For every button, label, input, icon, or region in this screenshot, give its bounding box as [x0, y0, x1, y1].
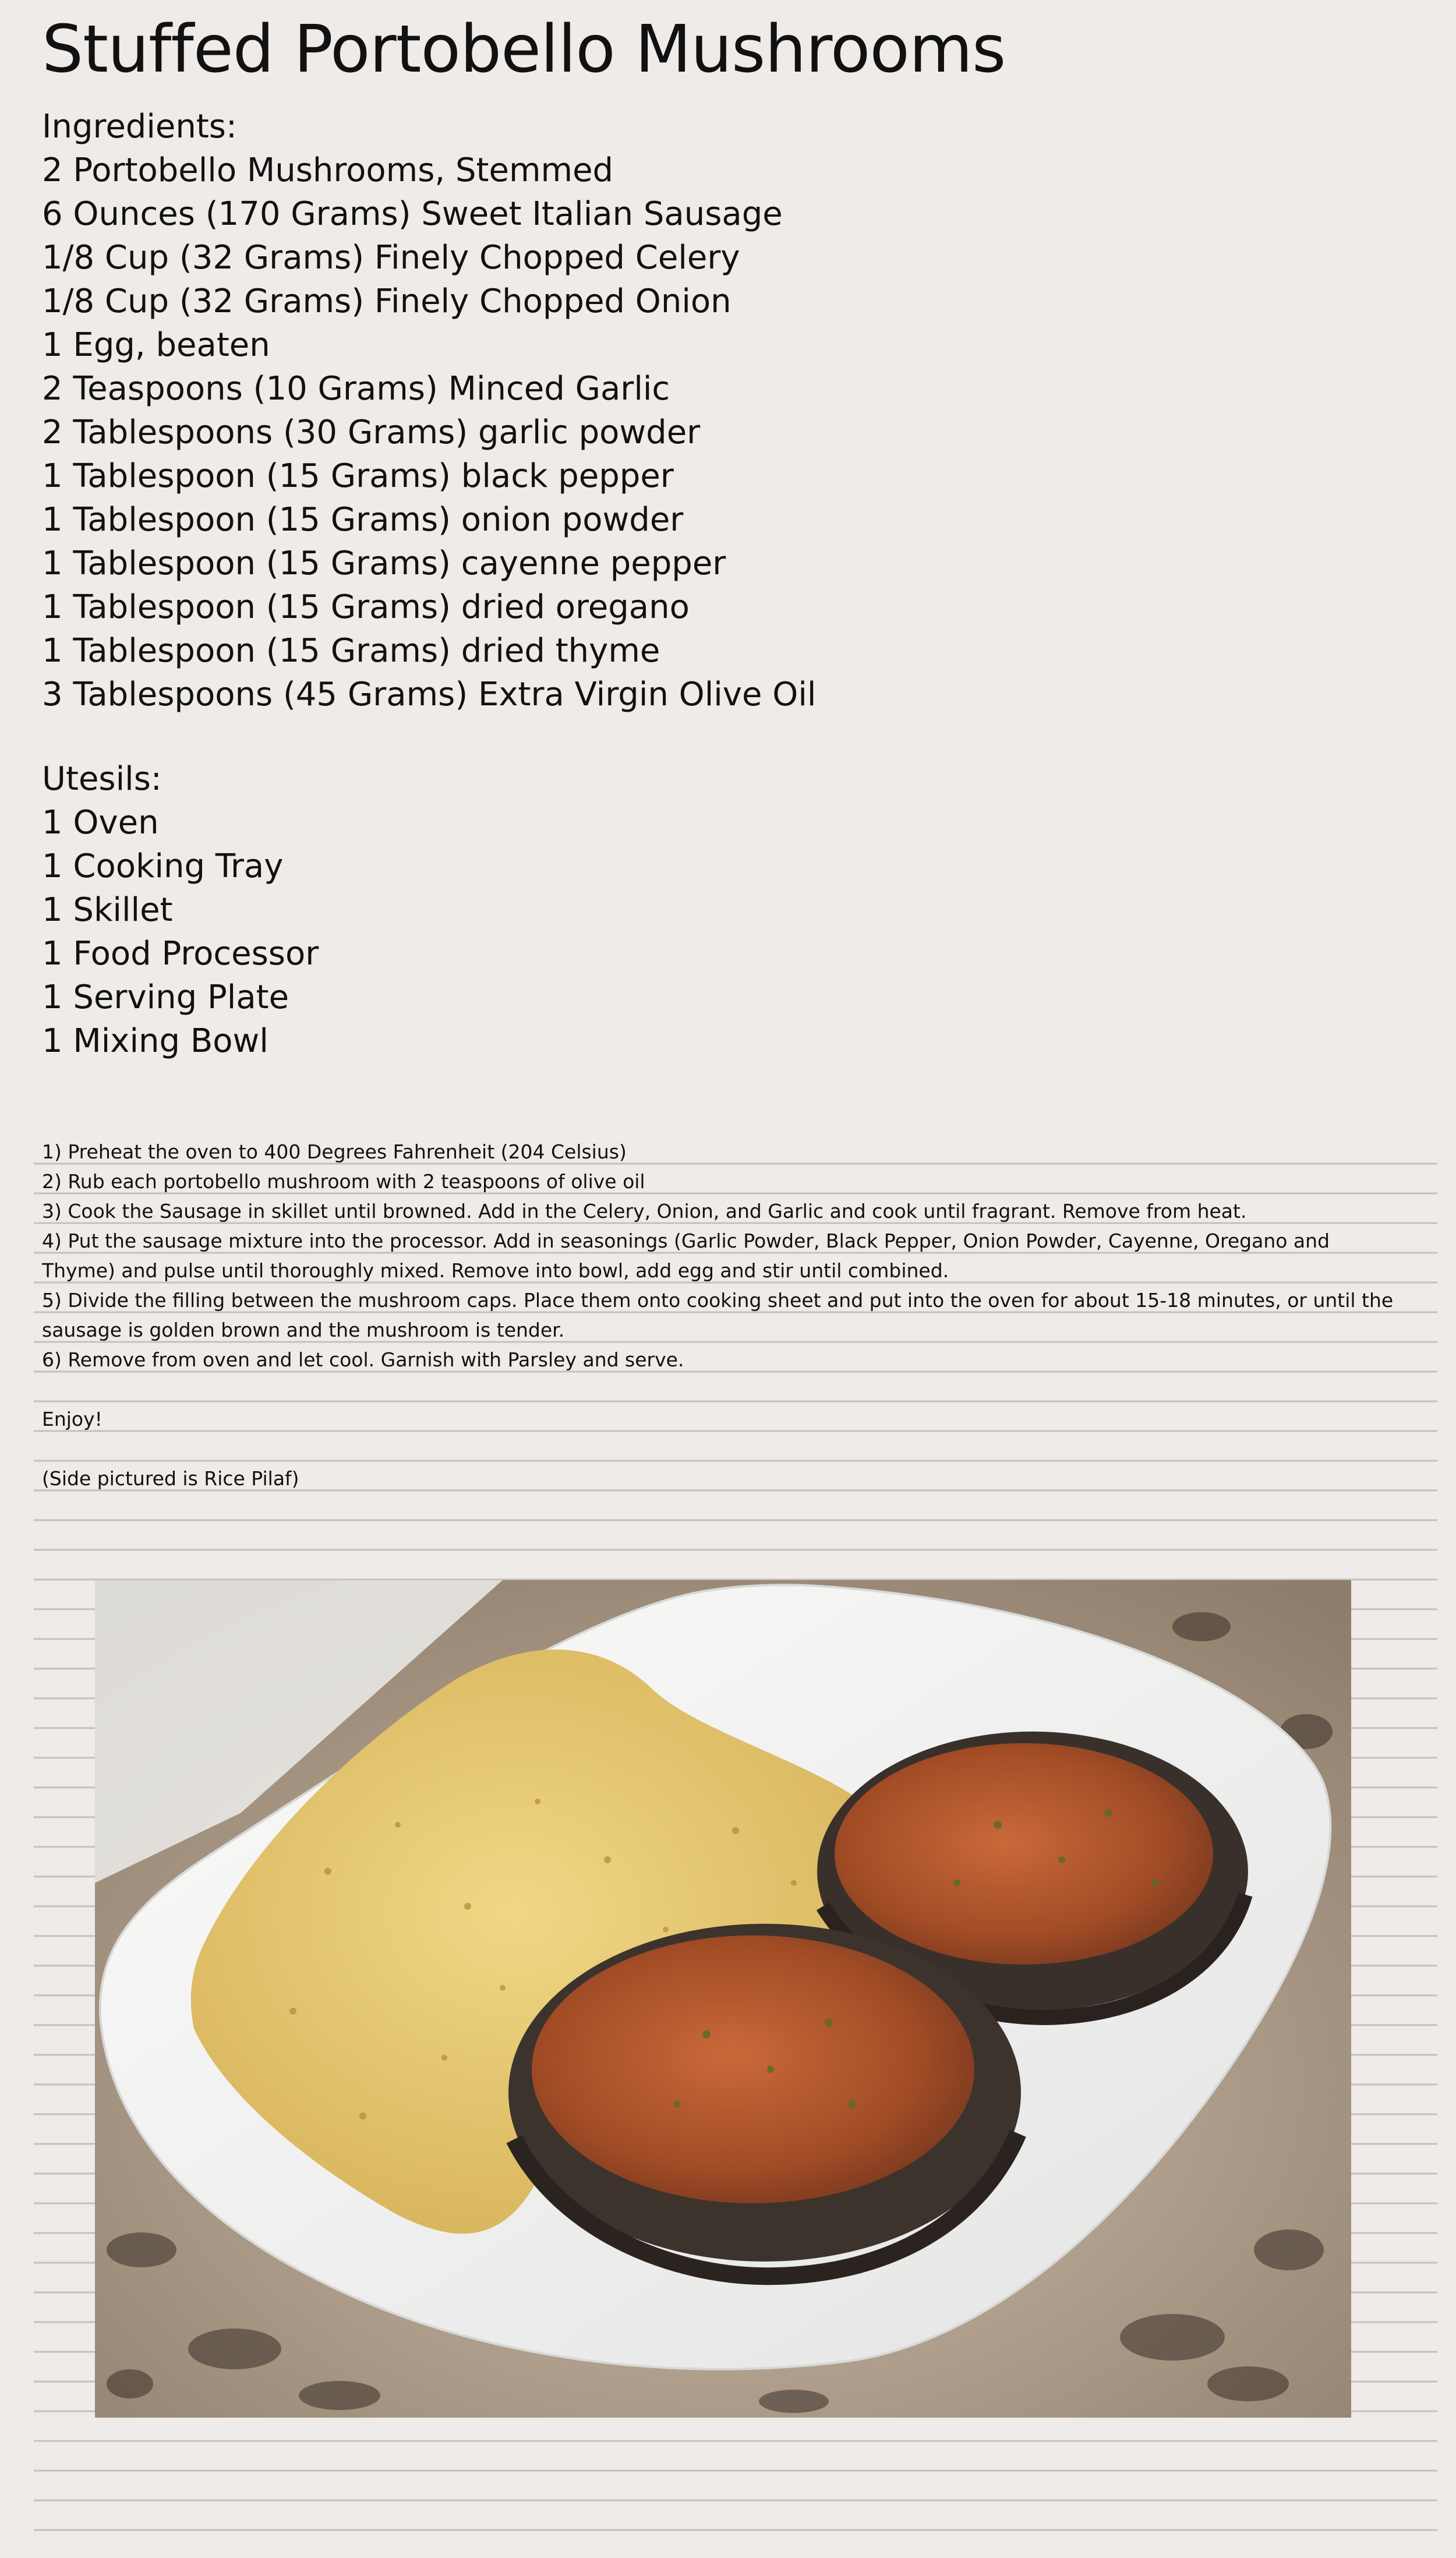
spacer [42, 1434, 1399, 1464]
utensils-section [42, 757, 319, 1063]
ingredients-heading: Ingredients: [42, 108, 237, 146]
utensils-heading: Utesils: [42, 760, 162, 798]
dish-photo-illustration [95, 1580, 1351, 2418]
instruction-step: 3) Cook the Sausage in skillet until browned. Add in the Celery, Onion, and Garlic and cook until fragrant. Remove from heat. [42, 1200, 1247, 1223]
dish-photo [95, 1580, 1351, 2418]
ingredient-item: 1/8 Cup (32 Grams) Finely Chopped Onion [42, 282, 731, 320]
ingredient-item: 1/8 Cup (32 Grams) Finely Chopped Celery [42, 239, 740, 277]
side-note: (Side pictured is Rice Pilaf) [42, 1467, 299, 1490]
instructions-section [42, 1137, 1399, 1493]
closing-text: Enjoy! [42, 1408, 103, 1430]
instruction-step: 1) Preheat the oven to 400 Degrees Fahrenheit (204 Celsius) [42, 1140, 627, 1163]
ingredient-item: 2 Portobello Mushrooms, Stemmed [42, 151, 614, 189]
spacer [42, 1375, 1399, 1404]
instruction-step: 6) Remove from oven and let cool. Garnish with Parsley and serve. [42, 1348, 684, 1371]
instruction-step: 5) Divide the filling between the mushroom caps. Place them onto cooking sheet and put into the oven for about 15-18 minutes, or until the sausage is golden brown and the mushroom is tender. [42, 1289, 1394, 1341]
mushroom-front [508, 1924, 1021, 2276]
utensil-item: 1 Serving Plate [42, 978, 289, 1016]
recipe-title: Stuffed Portobello Mushrooms [42, 12, 1006, 87]
ingredient-item: 6 Ounces (170 Grams) Sweet Italian Sausage [42, 195, 783, 233]
ingredient-item: 1 Tablespoon (15 Grams) cayenne pepper [42, 545, 726, 582]
instruction-step: 2) Rub each portobello mushroom with 2 teaspoons of olive oil [42, 1170, 645, 1193]
ingredient-item: 1 Tablespoon (15 Grams) dried oregano [42, 588, 690, 626]
utensil-item: 1 Skillet [42, 891, 173, 929]
ingredient-item: 1 Egg, beaten [42, 326, 270, 364]
ingredient-item: 1 Tablespoon (15 Grams) black pepper [42, 457, 674, 495]
utensil-item: 1 Food Processor [42, 935, 319, 973]
ingredient-item: 1 Tablespoon (15 Grams) dried thyme [42, 632, 660, 670]
utensil-item: 1 Oven [42, 804, 159, 842]
ingredient-item: 2 Teaspoons (10 Grams) Minced Garlic [42, 370, 670, 408]
utensil-item: 1 Cooking Tray [42, 847, 284, 885]
instruction-step: 4) Put the sausage mixture into the processor. Add in seasonings (Garlic Powder, Black Pepper, Onion Powder, Cayenne, Oregano and Thyme) and pulse until thoroughly mixed. Remove into bowl, add egg and stir until combined. [42, 1229, 1330, 1282]
utensil-item: 1 Mixing Bowl [42, 1022, 268, 1060]
ingredients-section [42, 105, 816, 716]
ingredient-item: 2 Tablespoons (30 Grams) garlic powder [42, 414, 701, 451]
ingredient-item: 3 Tablespoons (45 Grams) Extra Virgin Olive Oil [42, 676, 817, 713]
ingredient-item: 1 Tablespoon (15 Grams) onion powder [42, 501, 684, 539]
